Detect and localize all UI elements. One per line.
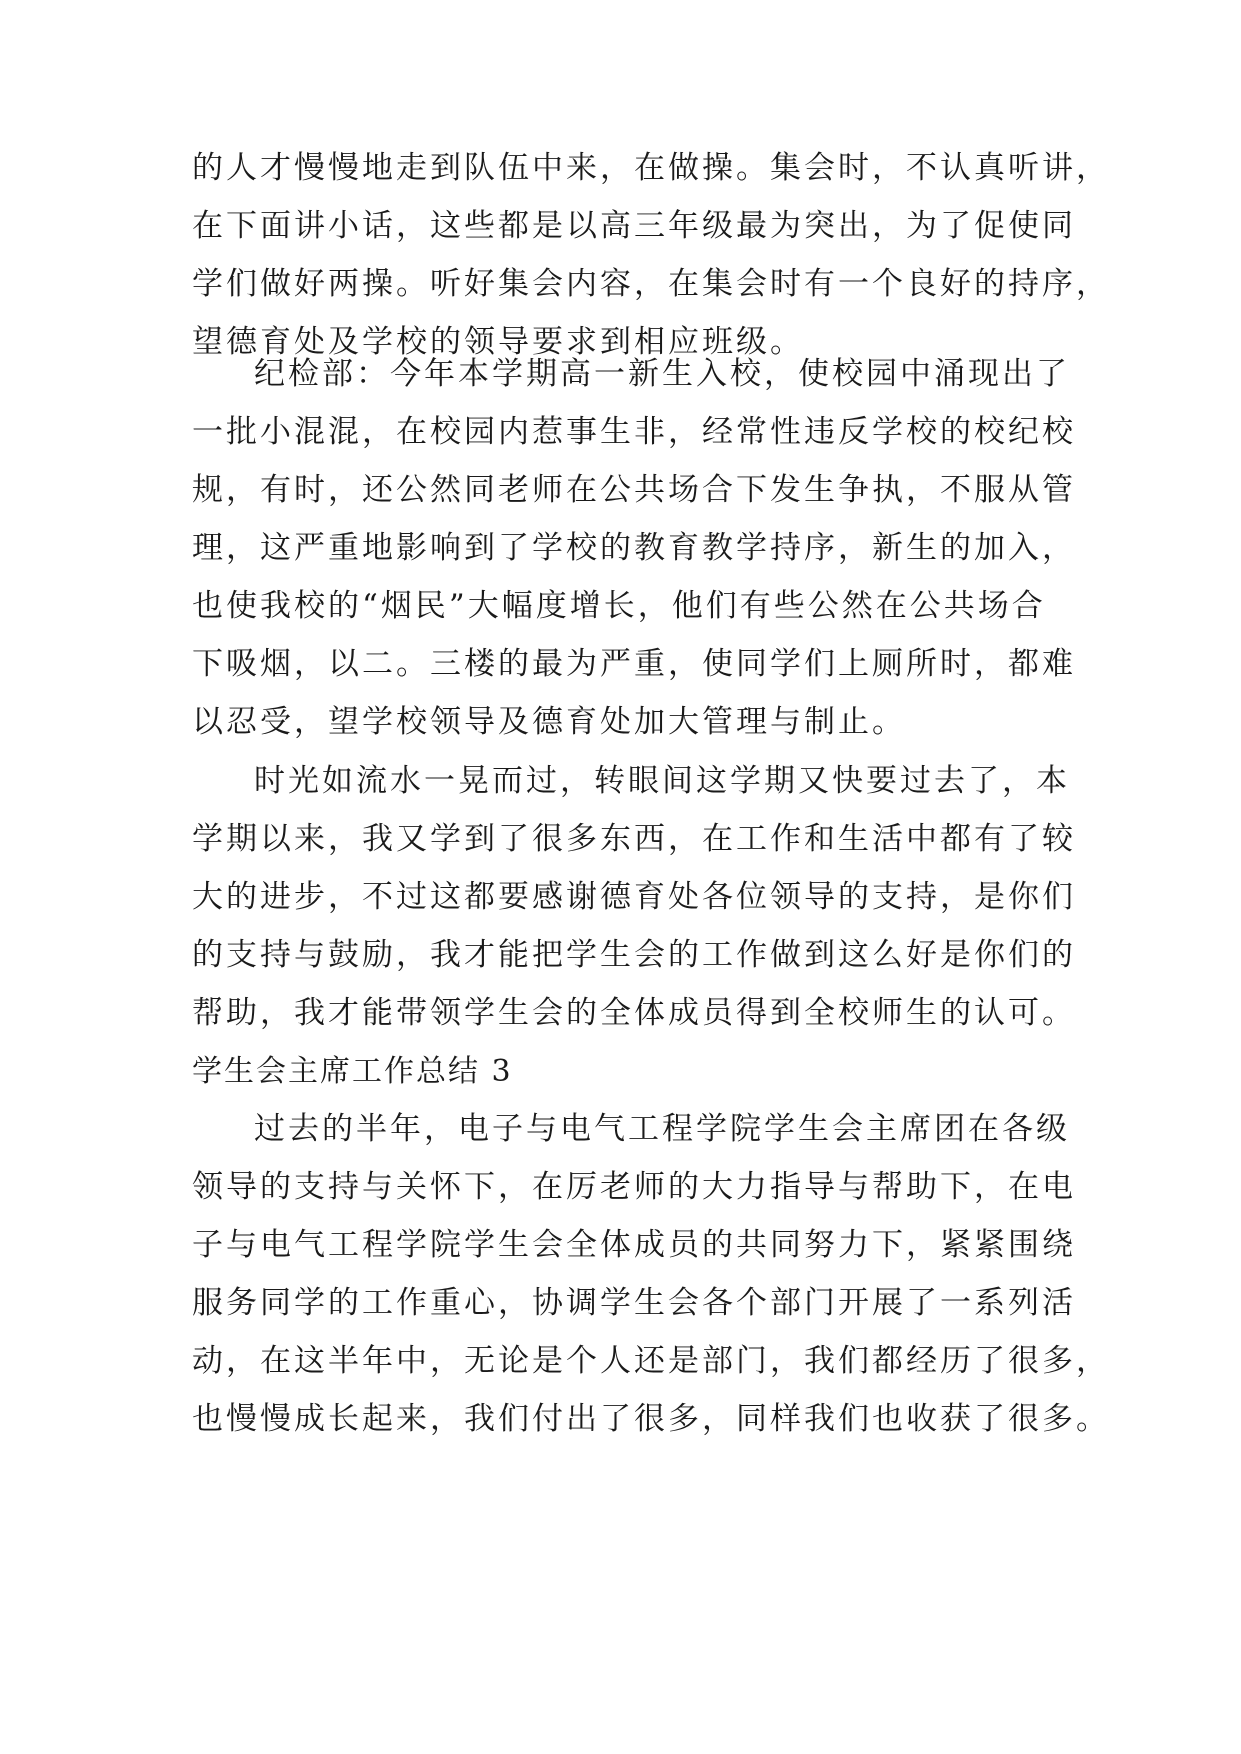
paragraph-line: 大的进步，不过这都要感谢德育处各位领导的支持，是你们 [192, 879, 1076, 915]
paragraph-line: 也慢慢成长起来，我们付出了很多，同样我们也收获了很多。 [192, 1401, 1110, 1437]
paragraph-line: 纪检部：今年本学期高一新生入校，使校园中涌现出了 [254, 356, 1070, 392]
paragraph-line: 理，这严重地影响到了学校的教育教学持序，新生的加入， [192, 530, 1076, 566]
paragraph-line: 领导的支持与关怀下，在厉老师的大力指导与帮助下，在电 [192, 1169, 1076, 1205]
paragraph-line: 时光如流水一晃而过，转眼间这学期又快要过去了，本 [254, 763, 1070, 799]
paragraph-line: 规，有时，还公然同老师在公共场合下发生争执，不服从管 [192, 472, 1076, 508]
continuation-paragraph [192, 139, 1110, 371]
paragraph-line: 过去的半年，电子与电气工程学院学生会主席团在各级 [254, 1111, 1070, 1147]
section-heading-block [192, 1043, 1072, 1101]
paragraph-line: 一批小混混，在校园内惹事生非，经常性违反学校的校纪校 [192, 414, 1076, 450]
closing-paragraph [192, 752, 1076, 1042]
paragraph-line: 帮助，我才能带领学生会的全体成员得到全校师生的认可。 [192, 995, 1076, 1031]
paragraph-line: 学们做好两操。听好集会内容，在集会时有一个良好的持序， [192, 266, 1110, 302]
paragraph-line: 以忍受，望学校领导及德育处加大管理与制止。 [192, 704, 906, 740]
paragraph-line: 也使我校的“烟民”大幅度增长，他们有些公然在公共场合 [192, 588, 1046, 624]
paragraph-line: 的支持与鼓励，我才能把学生会的工作做到这么好是你们的 [192, 937, 1076, 973]
paragraph-line: 子与电气工程学院学生会全体成员的共同努力下，紧紧围绕 [192, 1227, 1076, 1263]
paragraph-line: 在下面讲小话，这些都是以高三年级最为突出，为了促使同 [192, 208, 1076, 244]
paragraph-line: 望德育处及学校的领导要求到相应班级。 [192, 324, 804, 360]
paragraph-line: 下吸烟，以二。三楼的最为严重，使同学们上厕所时，都难 [192, 646, 1076, 682]
paragraph-line: 的人才慢慢地走到队伍中来，在做操。集会时，不认真听讲， [192, 150, 1110, 186]
discipline-paragraph [192, 345, 1076, 751]
paragraph-line: 服务同学的工作重心，协调学生会各个部门开展了一系列活 [192, 1285, 1076, 1321]
section-heading: 学生会主席工作总结 3 [192, 1054, 513, 1089]
section-paragraph [192, 1100, 1110, 1448]
paragraph-line: 动，在这半年中，无论是个人还是部门，我们都经历了很多， [192, 1343, 1110, 1379]
paragraph-line: 学期以来，我又学到了很多东西，在工作和生活中都有了较 [192, 821, 1076, 857]
